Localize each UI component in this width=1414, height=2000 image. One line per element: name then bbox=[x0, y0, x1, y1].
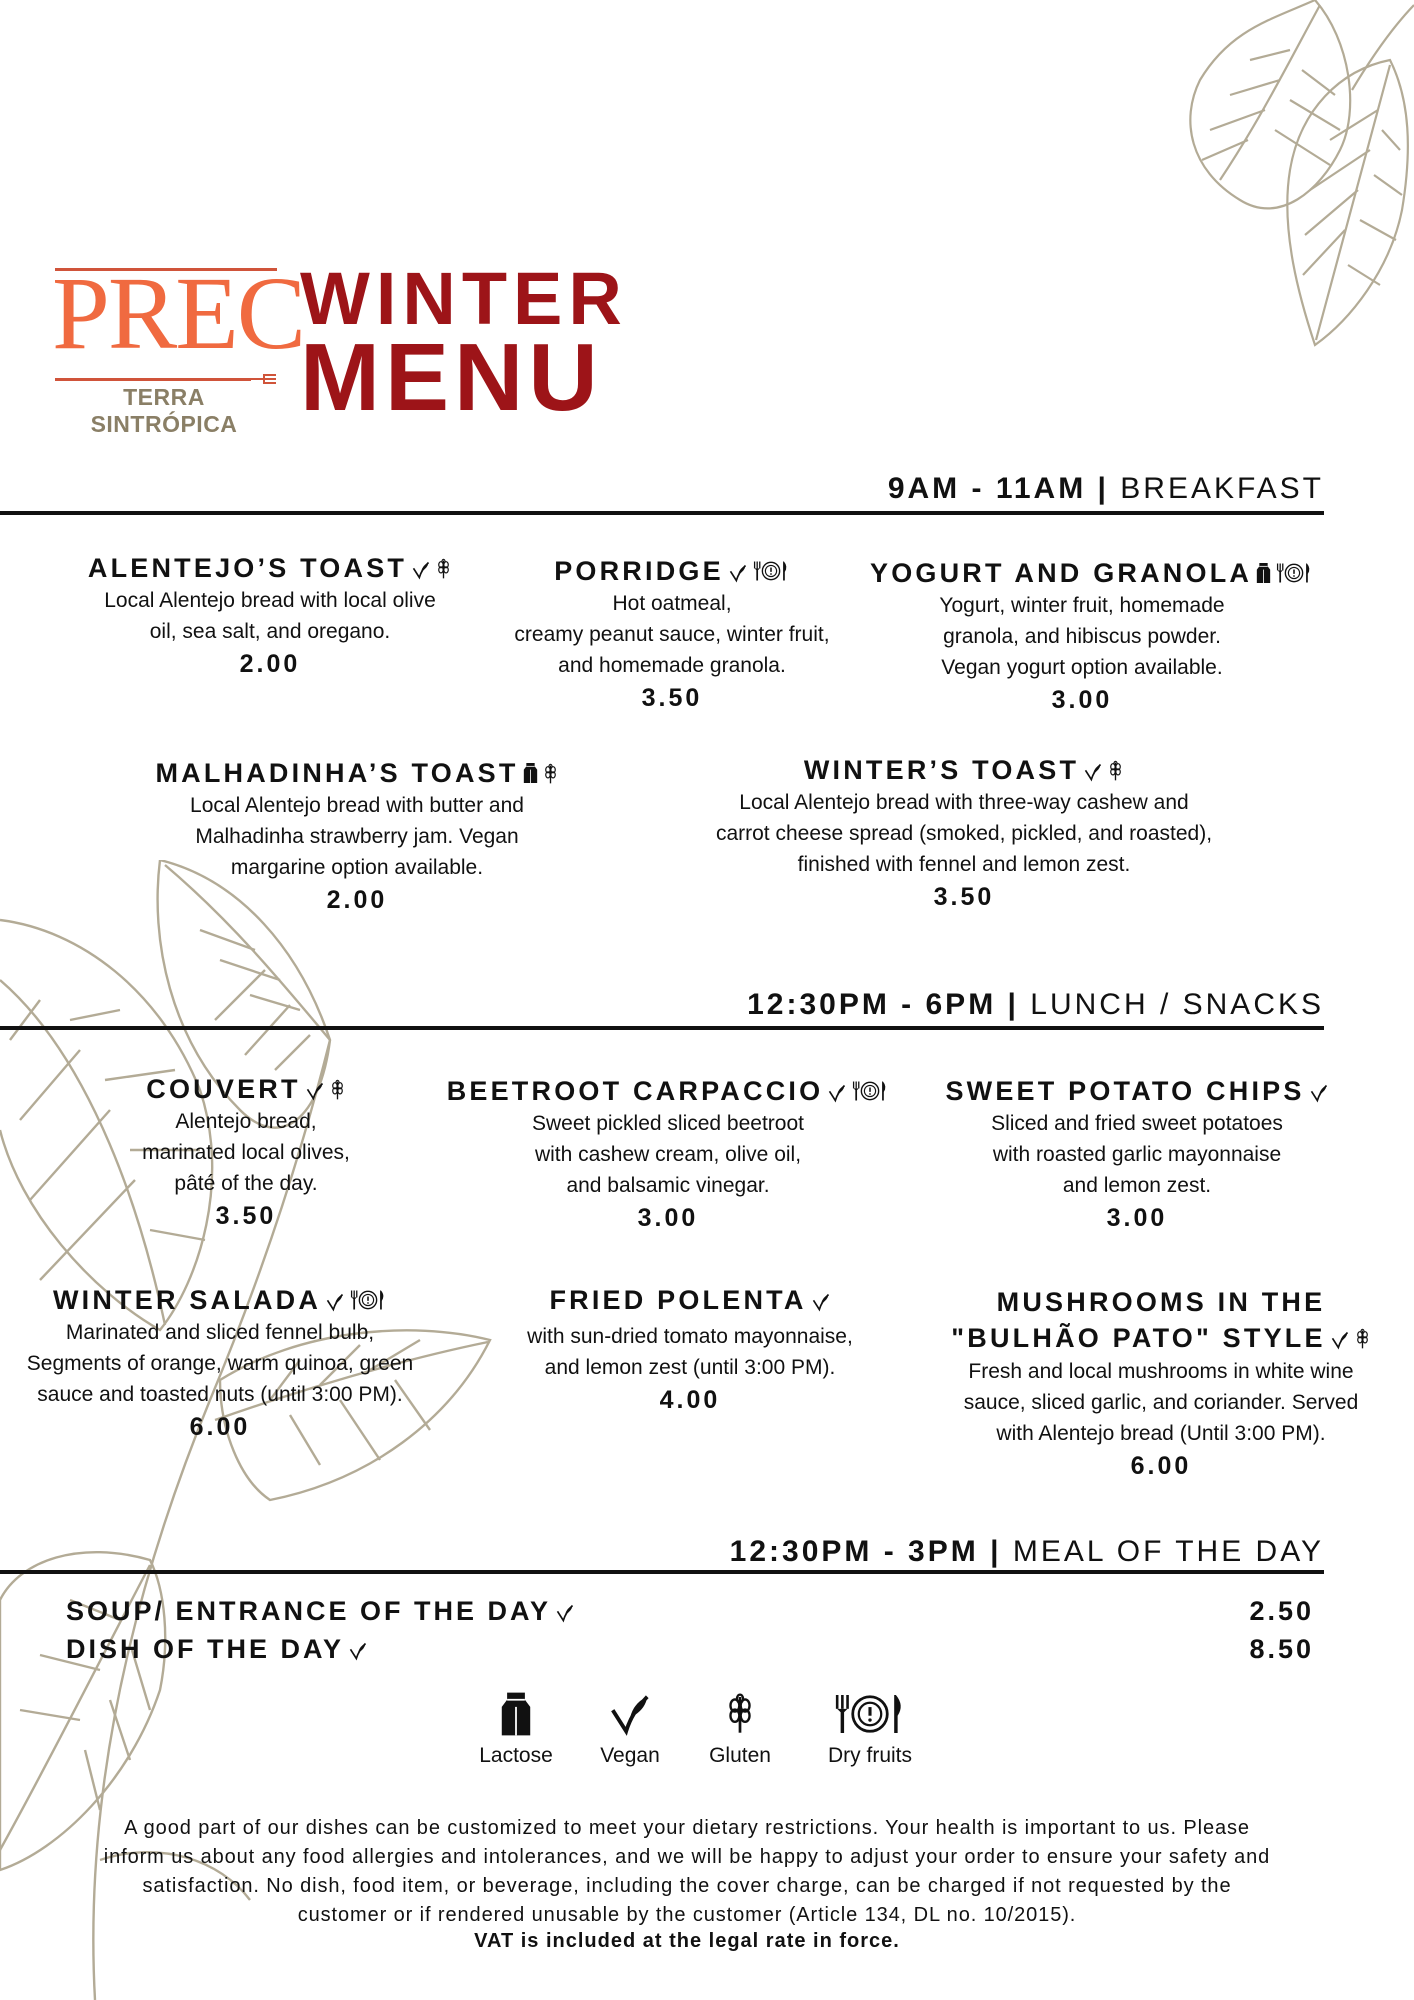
item-description: Local Alentejo bread with local olive oil, sea salt, and oregano. bbox=[104, 589, 436, 643]
meal-item-price: 8.50 bbox=[1249, 1634, 1314, 1664]
gluten-icon bbox=[329, 1079, 346, 1101]
logo-bottom-rule bbox=[55, 378, 251, 381]
leaf-illustration-top bbox=[1090, 0, 1414, 360]
meal-item-price: 2.50 bbox=[1249, 1596, 1314, 1626]
meal-item-title: DISH OF THE DAY bbox=[66, 1634, 345, 1664]
item-price: 3.50 bbox=[933, 883, 995, 911]
vegan-icon bbox=[305, 1081, 325, 1101]
vegan-icon bbox=[1330, 1330, 1350, 1350]
item-price: 4.00 bbox=[659, 1386, 721, 1414]
item-description: Local Alentejo bread with three-way cashew and carrot cheese spread (smoked, pickled, and roasted), finished with fennel and lemon zest. bbox=[715, 791, 1213, 876]
item-title: WINTER SALADA bbox=[0, 1283, 440, 1317]
gluten-icon bbox=[1354, 1328, 1371, 1350]
item-description: Alentejo bread, marinated local olives, pâté of the day. bbox=[142, 1110, 350, 1195]
vegan-icon bbox=[607, 1690, 653, 1738]
meal-item bbox=[66, 1596, 1314, 1627]
item-price: 2.00 bbox=[326, 886, 388, 914]
section-separator: | bbox=[1097, 472, 1109, 505]
menu-item bbox=[674, 753, 1254, 914]
dry-fruits-icon bbox=[1275, 561, 1313, 585]
vegan-icon bbox=[555, 1603, 575, 1623]
item-title: WINTER’S TOAST bbox=[674, 753, 1254, 787]
lactose-icon bbox=[1256, 561, 1271, 585]
section-header-lunch bbox=[747, 988, 1324, 1022]
vegan-icon bbox=[348, 1641, 368, 1661]
item-title: BEETROOT CARPACCIO bbox=[436, 1074, 900, 1108]
meal-item-title: SOUP/ ENTRANCE OF THE DAY bbox=[66, 1596, 552, 1626]
item-description: Marinated and sliced fennel bulb, Segments of orange, warm quinoa, green sauce and toasted nuts (until 3:00 PM). bbox=[26, 1321, 414, 1406]
menu-item bbox=[90, 1072, 402, 1233]
item-description: Sweet pickled sliced beetroot with cashew cream, olive oil, and balsamic vinegar. bbox=[532, 1112, 804, 1197]
footer-disclaimer: A good part of our dishes can be customized to meet your dietary restrictions. Your health is important to us. Please inform us about any food allergies and intolerances, and we will be happy to adjust your order to ensure your safety and satisfaction. No dish, food item, or beverage, including the cover charge, can be charged if not requested by the customer or if rendered unusable by the customer (Article 134, DL no. 10/2015). bbox=[103, 1817, 1271, 1926]
item-description: with sun-dried tomato mayonnaise, and lemon zest (until 3:00 PM). bbox=[527, 1325, 853, 1379]
item-title: MUSHROOMS IN THE bbox=[996, 1287, 1326, 1317]
dry-fruits-icon bbox=[832, 1690, 908, 1738]
item-title: MALHADINHA’S TOAST bbox=[150, 756, 564, 790]
menu-item bbox=[436, 1074, 900, 1235]
meal-item bbox=[66, 1634, 1314, 1665]
item-description: Fresh and local mushrooms in white wine sauce, sliced garlic, and coriander. Served with Alentejo bread (Until 3:00 PM). bbox=[963, 1360, 1359, 1445]
vegan-icon bbox=[411, 560, 431, 580]
brand-logo-subtitle: TERRA SINTRÓPICA bbox=[90, 384, 238, 437]
vegan-icon bbox=[325, 1292, 345, 1312]
section-time: 12:30PM - 3PM bbox=[729, 1535, 979, 1568]
item-price: 2.00 bbox=[239, 650, 301, 678]
section-rule-meal bbox=[0, 1570, 1324, 1574]
vegan-icon bbox=[827, 1083, 847, 1103]
item-title: FRIED POLENTA bbox=[492, 1283, 888, 1317]
menu-title-line2: MENU bbox=[300, 324, 603, 431]
lactose-icon bbox=[500, 1690, 532, 1738]
item-title: "BULHÃO PATO" STYLE bbox=[946, 1320, 1376, 1356]
brand-logo-name: PREC bbox=[52, 256, 305, 371]
vegan-icon bbox=[728, 563, 748, 583]
legend-label: Gluten bbox=[709, 1744, 771, 1767]
menu-title-line1: WINTER bbox=[300, 257, 628, 340]
section-name: MEAL OF THE DAY bbox=[1012, 1535, 1324, 1568]
menu-item bbox=[924, 1074, 1350, 1235]
item-title: PORRIDGE bbox=[472, 554, 872, 588]
item-title: COUVERT bbox=[90, 1072, 402, 1106]
gluten-icon bbox=[542, 763, 559, 785]
menu-item bbox=[946, 1284, 1376, 1483]
item-price: 3.00 bbox=[1051, 686, 1113, 714]
item-price: 6.00 bbox=[189, 1413, 251, 1441]
section-rule-lunch bbox=[0, 1026, 1324, 1030]
gluten-icon bbox=[435, 558, 452, 580]
item-title: SWEET POTATO CHIPS bbox=[924, 1074, 1350, 1108]
legend-label: Vegan bbox=[600, 1744, 660, 1767]
section-time: 12:30PM - 6PM bbox=[747, 988, 997, 1021]
item-description: Sliced and fried sweet potatoes with roasted garlic mayonnaise and lemon zest. bbox=[991, 1112, 1283, 1197]
section-name: BREAKFAST bbox=[1120, 472, 1324, 505]
footer-vat-note: VAT is included at the legal rate in force. bbox=[474, 1930, 900, 1952]
item-title: YOGURT AND GRANOLA bbox=[870, 556, 1294, 590]
item-description: Yogurt, winter fruit, homemade granola, and hibiscus powder. Vegan yogurt option available. bbox=[939, 594, 1225, 679]
legend-label: Lactose bbox=[479, 1744, 553, 1767]
menu-item bbox=[492, 1283, 888, 1417]
section-time: 9AM - 11AM bbox=[887, 472, 1087, 505]
legend-dry-fruits bbox=[810, 1690, 930, 1768]
legend-lactose bbox=[466, 1690, 566, 1768]
vegan-icon bbox=[1083, 762, 1103, 782]
item-price: 3.50 bbox=[215, 1202, 277, 1230]
menu-item bbox=[70, 551, 470, 681]
dry-fruits-icon bbox=[752, 559, 790, 583]
dry-fruits-icon bbox=[349, 1288, 387, 1312]
section-name: LUNCH / SNACKS bbox=[1030, 988, 1324, 1021]
menu-item bbox=[870, 556, 1294, 717]
section-rule-breakfast bbox=[0, 511, 1324, 515]
item-price: 3.50 bbox=[641, 684, 703, 712]
lactose-icon bbox=[523, 761, 538, 785]
gluten-icon bbox=[1107, 760, 1124, 782]
legend-vegan bbox=[580, 1690, 680, 1768]
vegan-icon bbox=[1309, 1083, 1329, 1103]
section-separator: | bbox=[990, 1535, 1002, 1568]
item-description: Hot oatmeal, creamy peanut sauce, winter fruit, and homemade granola. bbox=[514, 592, 830, 677]
dry-fruits-icon bbox=[851, 1079, 889, 1103]
section-header-meal bbox=[730, 1535, 1324, 1569]
item-price: 6.00 bbox=[1130, 1452, 1192, 1480]
legend-gluten bbox=[690, 1690, 790, 1768]
gluten-icon bbox=[723, 1690, 757, 1738]
vegan-icon bbox=[811, 1292, 831, 1312]
item-description: Local Alentejo bread with butter and Malhadinha strawberry jam. Vegan margarine option available. bbox=[190, 794, 524, 879]
item-title: ALENTEJO’S TOAST bbox=[70, 551, 470, 585]
section-separator: | bbox=[1007, 988, 1019, 1021]
item-price: 3.00 bbox=[637, 1204, 699, 1232]
legend-label: Dry fruits bbox=[828, 1744, 912, 1767]
item-price: 3.00 bbox=[1106, 1204, 1168, 1232]
menu-item bbox=[0, 1283, 440, 1444]
section-header-breakfast bbox=[888, 472, 1324, 506]
menu-item bbox=[150, 756, 564, 917]
menu-item bbox=[472, 554, 872, 715]
